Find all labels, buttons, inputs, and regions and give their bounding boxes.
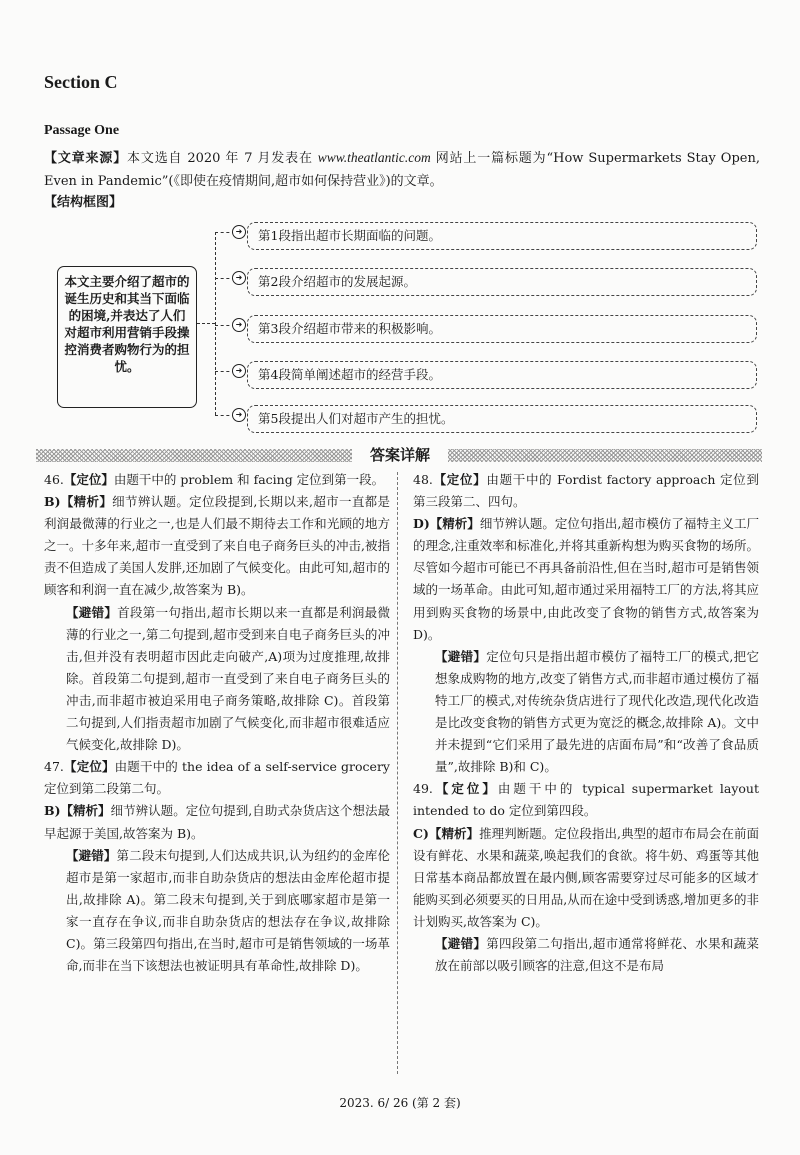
outline-item: 第2段介绍超市的发展起源。	[247, 268, 757, 296]
outline-item: 第4段简单阐述超市的经营手段。	[247, 361, 757, 389]
question-number: 49.	[413, 781, 433, 797]
source-tag: 【文章来源】	[44, 151, 128, 166]
answer-letter: D)	[413, 516, 430, 532]
passage-title: Passage One	[44, 123, 120, 138]
analysis-tag: 【精析】	[60, 803, 111, 819]
q48-locate	[413, 469, 759, 513]
locate-tag: 【定位】	[432, 472, 487, 487]
q46-error	[44, 602, 390, 757]
analysis-text: 推理判断题。定位段指出,典型的超市布局会在前面设有鲜花、水果和蔬菜,唤起我们的食欲。将牛奶、鸡蛋等其他日常基本商品都放置在最内侧,顾客需要穿过尽可能多的区域才能购买到必须要买的日用品,从而在途中受到诱惑,增加更多的非计划购买,故答案为 C)。	[413, 825, 759, 929]
arrow-circle-icon: ➜	[232, 225, 246, 239]
error-text: 定位句只是指出超市模仿了福特工厂的模式,把它想象成购物的地方,改变了销售方式,而非超市通过模仿了福特工厂的模式,对传统杂货店进行了现代化改造,现代化改造是比改变食物的销售方式更为宽泛的概念,故排除 A)。文中并未提到“它们采用了最先进的店面布局”和“改善了食品质量”,故排除 B)和 C)。	[435, 648, 759, 775]
q47-analysis	[44, 800, 390, 844]
question-number: 48.	[413, 472, 433, 487]
analysis-tag: 【精析】	[429, 516, 480, 532]
q46-locate	[44, 469, 390, 491]
locate-text: 由题干中的 Fordist factory approach 定位到第三段第二、四句。	[413, 472, 759, 510]
locate-text: 由题干中的 the idea of a self-service grocery 定位到第二段第二句。	[44, 759, 390, 797]
locate-tag: 【定位】	[63, 472, 114, 487]
article-source	[44, 146, 760, 193]
column-divider	[397, 472, 398, 1074]
error-text: 第二段末句提到,人们达成共识,认为纽约的金库伦超市是第一家超市,而非自助杂货店的想法由金库伦超市提出,故排除 A)。第二段末句提到,关于到底哪家超市是第一家一直存在争议,而非自助杂货店的想法存在争议,故排除 C)。第三段第四句指出,在当时,超市可是销售领域的一场革命,而非在当下该想法也被证明具有革命性,故排除 D)。	[66, 847, 390, 974]
analysis-text: 细节辨认题。定位段提到,长期以来,超市一直都是利润最微薄的行业之一,也是人们最不期待去工作和光顾的地方之一。十多年来,超市一直受到了来自电子商务巨头的冲击,被指责不但造成了美国人发胖,还加剧了气候变化。由此可知,超市的顾客和利润一直在减少,故答案为 B)。	[44, 494, 390, 598]
banner-pattern-right	[448, 449, 762, 462]
error-tag: 【避错】	[435, 935, 487, 951]
arrow-circle-icon: ➜	[232, 364, 246, 378]
locate-text: 由题干中的 problem 和 facing 定位到第一段。	[113, 472, 385, 487]
left-column	[44, 469, 390, 977]
error-text: 第四段第二句指出,超市通常将鲜花、水果和蔬菜放在前部以吸引顾客的注意,但这不是布局	[435, 935, 759, 974]
banner-pattern-left	[36, 449, 352, 462]
structure-frame-label: 【结构框图】	[44, 195, 123, 210]
analysis-text: 细节辨认题。定位句指出,超市模仿了福特主义工厂的理念,注重效率和标准化,并将其重新构想为购买食物的场所。尽管如今超市可能已不再具备前沿性,但在当时,超市可是销售领域的一场革命。由此可知,超市通过采用福特工厂的方法,将其应用到购买食物的场景中,由此改变了食物的销售方式,故答案为 D)。	[413, 516, 759, 642]
error-tag: 【避错】	[66, 847, 117, 863]
locate-text: 由题干中的 typical supermarket layout intended to do 定位到第四段。	[413, 781, 759, 819]
source-text-a: 本文选自 2020 年 7 月发表在	[127, 151, 318, 166]
answer-letter: C)	[413, 825, 429, 841]
arrow-circle-icon: ➜	[232, 408, 246, 422]
banner-title: 答案详解	[369, 446, 430, 464]
q49-analysis	[413, 823, 759, 933]
q48-error	[413, 646, 759, 779]
outline-item: 第1段指出超市长期面临的问题。	[247, 222, 757, 250]
source-text-b: 网站上一篇标题为“How Supermarkets Stay Open, Even in Pandemic”(《即使在疫情期间,超市如何保持营业》)的文章。	[44, 151, 760, 189]
q48-analysis	[413, 513, 759, 646]
question-number: 46.	[44, 472, 64, 487]
answer-letter: B)	[44, 803, 61, 819]
answer-banner	[36, 445, 762, 466]
right-column	[413, 469, 759, 977]
q49-locate	[413, 778, 759, 822]
page-footer: 2023. 6/ 26 (第 2 套)	[339, 1096, 461, 1110]
arrow-circle-icon: ➜	[232, 318, 246, 332]
locate-tag: 【定位】	[63, 759, 115, 775]
outline-item: 第3段介绍超市带来的积极影响。	[247, 315, 757, 343]
section-title: Section C	[44, 72, 118, 92]
outline-item: 第5段提出人们对超市产生的担忧。	[247, 405, 757, 433]
connector-stub	[197, 323, 215, 324]
source-site: www.theatlantic.com	[317, 150, 431, 165]
q47-locate	[44, 756, 390, 800]
error-tag: 【避错】	[66, 604, 118, 620]
arrow-circle-icon: ➜	[232, 271, 246, 285]
summary-box: 本文主要介绍了超市的诞生历史和其当下面临的困境,并表达了人们对超市利用营销手段操控消费者购物行为的担忧。	[57, 266, 197, 408]
q47-error	[44, 845, 390, 978]
locate-tag: 【定位】	[432, 781, 498, 797]
question-number: 47.	[44, 759, 64, 775]
analysis-text: 细节辨认题。定位句提到,自助式杂货店这个想法最早起源于美国,故答案为 B)。	[44, 803, 390, 841]
error-text: 首段第一句指出,超市长期以来一直都是利润最微薄的行业之一,第二句提到,超市受到来自电子商务巨头的冲击,但并没有表明超市因此走向破产,A)项为过度推理,故排除。首段第二句提到,超市一直受到了来自电子商务巨头的冲击,而非超市被迫采用电子商务策略,故排除 C)。首段第二句提到,人们指责超市加剧了气候变化,而非超市很难适应气候变化,故排除 D)。	[66, 604, 390, 753]
q46-analysis	[44, 491, 390, 601]
answer-letter: B)	[44, 494, 61, 510]
analysis-tag: 【精析】	[428, 825, 480, 841]
error-tag: 【避错】	[435, 648, 487, 664]
q49-error	[413, 933, 759, 977]
analysis-tag: 【精析】	[60, 494, 113, 510]
connector-trunk	[215, 232, 216, 415]
